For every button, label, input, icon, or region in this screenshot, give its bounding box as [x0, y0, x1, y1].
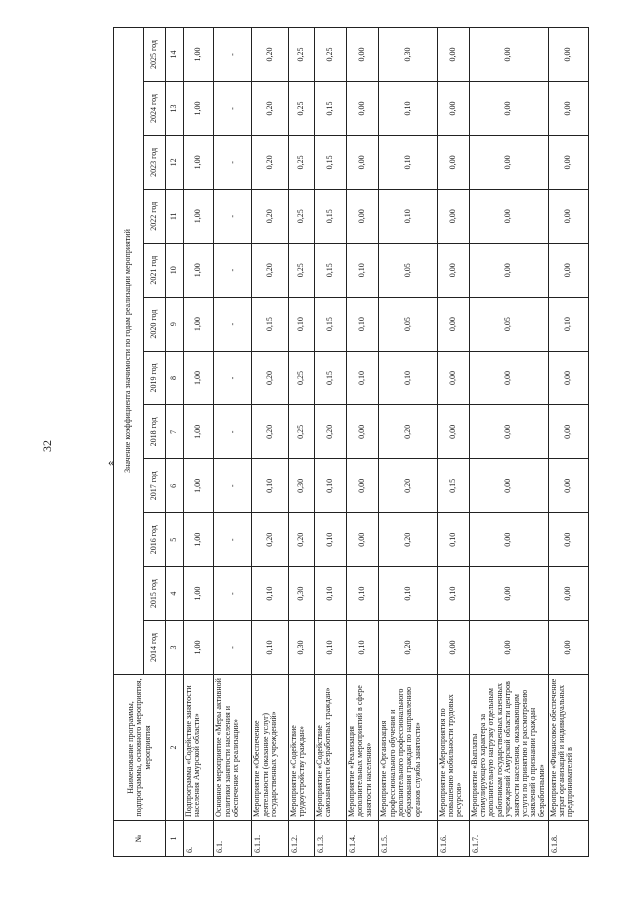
- value-cell: 0,10: [379, 567, 437, 621]
- value-cell: 1,00: [184, 82, 214, 136]
- value-cell: 0,00: [346, 459, 378, 513]
- header-no: №: [114, 821, 166, 857]
- value-cell: 1,00: [184, 567, 214, 621]
- header-year: 2020 год: [144, 297, 166, 351]
- value-cell: 0,20: [252, 405, 288, 459]
- value-cell: 1,00: [184, 405, 214, 459]
- value-cell: 0,10: [252, 567, 288, 621]
- value-cell: 0,10: [314, 621, 346, 675]
- header-year: 2025 год: [144, 28, 166, 82]
- value-cell: 0,00: [469, 28, 548, 82]
- value-cell: 0,00: [548, 351, 588, 405]
- value-cell: -: [214, 567, 252, 621]
- value-cell: 0,20: [252, 82, 288, 136]
- table-row: [548, 28, 588, 857]
- value-cell: 0,25: [288, 189, 314, 243]
- header-year: 2022 год: [144, 189, 166, 243]
- column-number: 6: [166, 459, 184, 513]
- value-cell: 1,00: [184, 459, 214, 513]
- value-cell: 0,00: [437, 351, 469, 405]
- value-cell: 1,00: [184, 297, 214, 351]
- value-cell: 0,00: [469, 513, 548, 567]
- value-cell: 0,00: [469, 567, 548, 621]
- row-name: Основное мероприятие «Меры активной политики занятости населения и обеспечение их реализации»: [214, 675, 252, 821]
- value-cell: 0,00: [437, 189, 469, 243]
- header-year: 2024 год: [144, 82, 166, 136]
- value-cell: 1,00: [184, 28, 214, 82]
- value-cell: 0,00: [346, 82, 378, 136]
- column-number: 3: [166, 621, 184, 675]
- value-cell: 0,15: [314, 189, 346, 243]
- value-cell: 0,20: [252, 351, 288, 405]
- value-cell: 0,25: [288, 351, 314, 405]
- value-cell: 0,20: [252, 28, 288, 82]
- coefficients-table: [113, 27, 589, 857]
- row-name: Подпрограмма «Содействие занятости населения Амурской области»: [184, 675, 214, 821]
- row-number: 6.1.8.: [548, 821, 588, 857]
- value-cell: -: [214, 405, 252, 459]
- table-row: [469, 28, 548, 857]
- value-cell: 0,00: [437, 621, 469, 675]
- value-cell: 0,10: [379, 189, 437, 243]
- value-cell: 0,00: [548, 243, 588, 297]
- value-cell: -: [214, 28, 252, 82]
- column-number: 10: [166, 243, 184, 297]
- value-cell: 0,15: [314, 351, 346, 405]
- value-cell: 0,00: [346, 513, 378, 567]
- value-cell: -: [214, 621, 252, 675]
- value-cell: 0,25: [314, 28, 346, 82]
- value-cell: 0,15: [314, 135, 346, 189]
- value-cell: 1,00: [184, 513, 214, 567]
- header-group: Значение коэффициента значимости по годам реализации мероприятий: [114, 28, 144, 675]
- value-cell: 0,20: [252, 135, 288, 189]
- value-cell: 0,00: [346, 405, 378, 459]
- value-cell: 0,20: [379, 459, 437, 513]
- value-cell: -: [214, 351, 252, 405]
- value-cell: 1,00: [184, 351, 214, 405]
- value-cell: 0,30: [288, 567, 314, 621]
- value-cell: 0,25: [288, 28, 314, 82]
- rotated-table-container: [113, 27, 589, 857]
- opening-quote: «: [108, 455, 114, 469]
- header-year: 2016 год: [144, 513, 166, 567]
- value-cell: 0,20: [379, 621, 437, 675]
- table-row: [437, 28, 469, 857]
- value-cell: 1,00: [184, 621, 214, 675]
- page-number: 32: [40, 440, 54, 452]
- value-cell: 0,00: [469, 621, 548, 675]
- value-cell: 0,05: [379, 297, 437, 351]
- value-cell: 0,20: [252, 243, 288, 297]
- value-cell: -: [214, 297, 252, 351]
- row-number: 6.1.7.: [469, 821, 548, 857]
- column-number: 13: [166, 82, 184, 136]
- value-cell: 0,10: [314, 513, 346, 567]
- row-number: 6.1.6.: [437, 821, 469, 857]
- value-cell: 0,00: [548, 28, 588, 82]
- row-number: 6.1.3.: [314, 821, 346, 857]
- value-cell: 0,15: [252, 297, 288, 351]
- column-number: 12: [166, 135, 184, 189]
- value-cell: 0,00: [548, 513, 588, 567]
- value-cell: -: [214, 135, 252, 189]
- value-cell: 0,25: [288, 243, 314, 297]
- value-cell: 0,25: [288, 405, 314, 459]
- value-cell: 0,00: [437, 297, 469, 351]
- value-cell: 0,20: [252, 513, 288, 567]
- value-cell: 0,20: [288, 513, 314, 567]
- value-cell: -: [214, 459, 252, 513]
- value-cell: 0,00: [346, 135, 378, 189]
- value-cell: 0,20: [314, 405, 346, 459]
- header-name: Наименование программы, подпрограммы, основного мероприятия, мероприятия: [114, 675, 166, 821]
- value-cell: 0,25: [288, 135, 314, 189]
- value-cell: 0,15: [437, 459, 469, 513]
- value-cell: 0,10: [346, 351, 378, 405]
- row-name: Мероприятие «Финансовое обеспечение затрат организаций и индивидуальных предпринимателей в: [548, 675, 588, 821]
- row-number: 6.1.5.: [379, 821, 437, 857]
- row-number: 6.1.4.: [346, 821, 378, 857]
- row-name: Мероприятие «Реализация дополнительных мероприятий в сфере занятости населения»: [346, 675, 378, 821]
- value-cell: 0,00: [437, 405, 469, 459]
- value-cell: 0,05: [469, 297, 548, 351]
- value-cell: 0,00: [437, 82, 469, 136]
- column-number: 14: [166, 28, 184, 82]
- value-cell: 0,10: [252, 459, 288, 513]
- value-cell: 0,10: [346, 621, 378, 675]
- value-cell: 0,20: [379, 513, 437, 567]
- value-cell: 0,25: [288, 82, 314, 136]
- value-cell: 0,10: [379, 82, 437, 136]
- value-cell: 0,00: [548, 135, 588, 189]
- header-year: 2014 год: [144, 621, 166, 675]
- header-year: 2023 год: [144, 135, 166, 189]
- value-cell: 0,15: [314, 297, 346, 351]
- value-cell: -: [214, 189, 252, 243]
- table-row: [252, 28, 288, 857]
- header-year: 2015 год: [144, 567, 166, 621]
- row-name: Мероприятие «Обеспечение деятельности (оказание услуг) государственных учреждений»: [252, 675, 288, 821]
- value-cell: 0,00: [548, 621, 588, 675]
- value-cell: 1,00: [184, 135, 214, 189]
- row-name: Мероприятие «Выплаты стимулирующего характера за дополнительную нагрузку отдельным работникам государственных казенных учреждений Амурской области центров занятости населения, оказывающим услуги по принятию и рассмотрению заявлений о признании граждан безработными»: [469, 675, 548, 821]
- value-cell: 0,00: [469, 135, 548, 189]
- row-number: 6.1.: [214, 821, 252, 857]
- column-number: 2: [166, 675, 184, 821]
- header-year: 2017 год: [144, 459, 166, 513]
- row-name: Мероприятие «Содействие трудоустройству граждан»: [288, 675, 314, 821]
- table-row: [314, 28, 346, 857]
- table-row: [214, 28, 252, 857]
- value-cell: 0,00: [437, 243, 469, 297]
- value-cell: 0,10: [437, 567, 469, 621]
- column-number: 11: [166, 189, 184, 243]
- value-cell: 0,00: [469, 405, 548, 459]
- column-number: 4: [166, 567, 184, 621]
- value-cell: 1,00: [184, 243, 214, 297]
- value-cell: 0,10: [437, 513, 469, 567]
- value-cell: 0,05: [379, 243, 437, 297]
- row-number: 6.1.2.: [288, 821, 314, 857]
- header-year: 2019 год: [144, 351, 166, 405]
- table-row: [288, 28, 314, 857]
- value-cell: 0,10: [346, 567, 378, 621]
- table-row: [184, 28, 214, 857]
- column-number: 8: [166, 351, 184, 405]
- value-cell: 0,10: [314, 459, 346, 513]
- row-number: 6.1.1.: [252, 821, 288, 857]
- value-cell: 0,00: [548, 82, 588, 136]
- value-cell: 0,10: [252, 621, 288, 675]
- value-cell: 0,20: [252, 189, 288, 243]
- value-cell: 0,10: [288, 297, 314, 351]
- value-cell: 0,15: [314, 82, 346, 136]
- value-cell: 0,00: [346, 28, 378, 82]
- value-cell: 0,00: [469, 82, 548, 136]
- value-cell: 0,15: [314, 243, 346, 297]
- row-name: Мероприятие «Организация профессионального обучения и дополнительного профессионального образования граждан по направлению органов службы занятости»: [379, 675, 437, 821]
- column-number: 1: [166, 821, 184, 857]
- row-number: 6.: [184, 821, 214, 857]
- column-number: 9: [166, 297, 184, 351]
- header-year: 2018 год: [144, 405, 166, 459]
- value-cell: 0,10: [314, 567, 346, 621]
- value-cell: 0,30: [288, 459, 314, 513]
- row-name: Мероприятие «Содействие самозанятости безработных граждан»: [314, 675, 346, 821]
- value-cell: 0,00: [548, 405, 588, 459]
- value-cell: 0,10: [346, 243, 378, 297]
- value-cell: -: [214, 82, 252, 136]
- row-name: Мероприятие «Мероприятия по повышению мобильности трудовых ресурсов»: [437, 675, 469, 821]
- column-number: 5: [166, 513, 184, 567]
- value-cell: 0,00: [469, 189, 548, 243]
- value-cell: 0,00: [437, 135, 469, 189]
- header-year: 2021 год: [144, 243, 166, 297]
- value-cell: -: [214, 513, 252, 567]
- value-cell: 0,10: [379, 351, 437, 405]
- value-cell: 0,00: [548, 567, 588, 621]
- column-number: 7: [166, 405, 184, 459]
- value-cell: 0,00: [469, 351, 548, 405]
- value-cell: 0,10: [346, 297, 378, 351]
- table-row: [379, 28, 437, 857]
- value-cell: 0,00: [548, 459, 588, 513]
- value-cell: 0,00: [437, 28, 469, 82]
- value-cell: 0,00: [469, 459, 548, 513]
- value-cell: 0,00: [469, 243, 548, 297]
- value-cell: 0,00: [548, 189, 588, 243]
- value-cell: 0,20: [379, 405, 437, 459]
- value-cell: 0,10: [379, 135, 437, 189]
- value-cell: 0,10: [548, 297, 588, 351]
- table-row: [346, 28, 378, 857]
- value-cell: -: [214, 243, 252, 297]
- value-cell: 0,00: [346, 189, 378, 243]
- value-cell: 1,00: [184, 189, 214, 243]
- value-cell: 0,30: [288, 621, 314, 675]
- value-cell: 0,30: [379, 28, 437, 82]
